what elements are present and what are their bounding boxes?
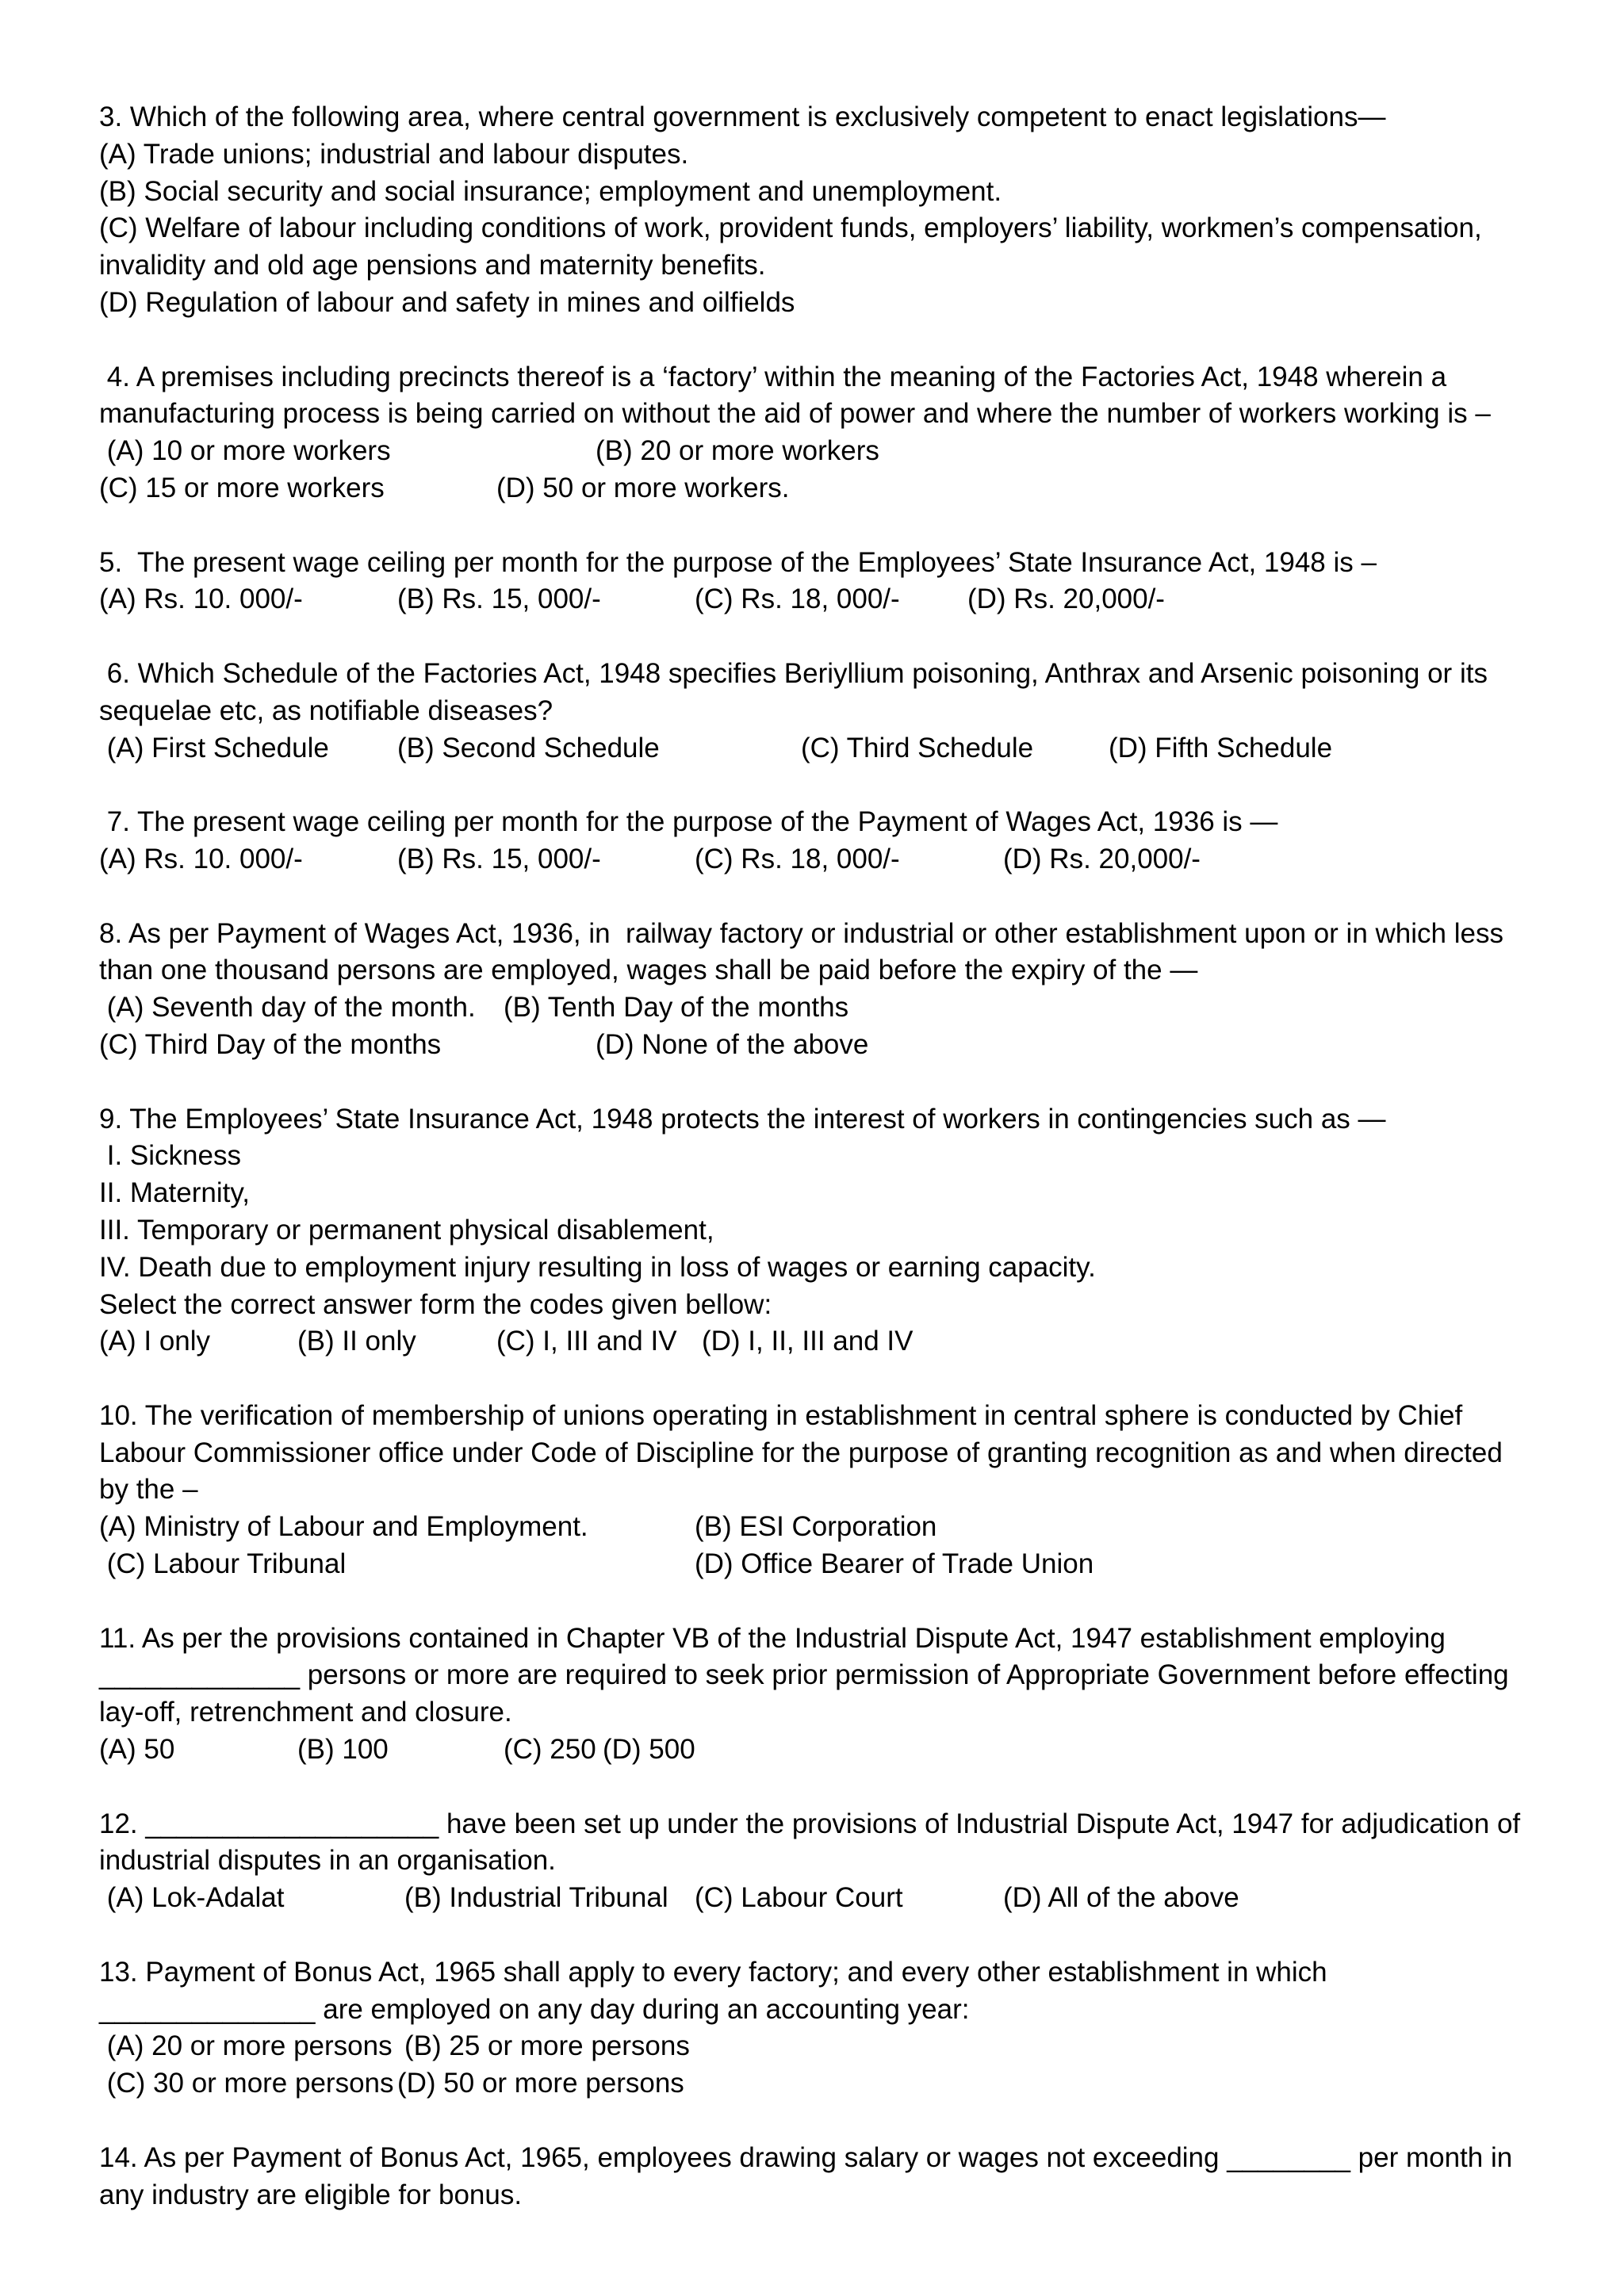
option-a: (A) Ministry of Labour and Employment. xyxy=(99,1511,588,1543)
question-10 xyxy=(99,1398,1542,1583)
option-d: (D) 50 or more persons xyxy=(397,2068,684,2099)
question-11 xyxy=(99,1621,1542,1769)
question-text: _____________ persons or more are required to seek prior permission of Appropriate Government before effecting xyxy=(99,1659,1509,1691)
option-line: (C) Welfare of labour including conditions of work, provident funds, employers’ liability, workmen’s compensation, xyxy=(99,212,1482,244)
option-line: (B) Social security and social insurance; employment and unemployment. xyxy=(99,175,1002,207)
options-row xyxy=(99,433,1542,470)
question-4 xyxy=(99,359,1542,507)
option-b: (B) 100 xyxy=(297,1734,389,1766)
statement-line: II. Maternity, xyxy=(99,1177,250,1209)
question-text: 12. ___________________ have been set up under the provisions of Industrial Dispute Act, 1947 for adjudication of xyxy=(99,1808,1521,1839)
options-row xyxy=(99,1323,1542,1360)
options-row xyxy=(99,1027,1542,1064)
options-row xyxy=(99,581,1542,618)
option-a: (A) 20 or more persons xyxy=(99,2030,393,2062)
option-c: (C) Rs. 18, 000/- xyxy=(695,843,900,874)
question-text: any industry are eligible for bonus. xyxy=(99,2179,523,2210)
option-b: (B) Tenth Day of the months xyxy=(504,992,849,1024)
options-row xyxy=(99,1509,1542,1546)
question-text: ______________ are employed on any day during an accounting year: xyxy=(99,1993,970,2025)
option-c: (C) I, III and IV xyxy=(496,1326,677,1357)
option-d: (D) None of the above xyxy=(596,1028,869,1060)
option-d: (D) Office Bearer of Trade Union xyxy=(695,1548,1094,1580)
options-row xyxy=(99,470,1542,507)
question-12 xyxy=(99,1806,1542,1917)
option-b: (B) II only xyxy=(297,1326,416,1357)
option-line: invalidity and old age pensions and maternity benefits. xyxy=(99,250,766,281)
option-b: (B) 25 or more persons xyxy=(404,2030,690,2062)
question-text: 4. A premises including precincts thereof is a ‘factory’ within the meaning of the Factories Act, 1948 wherein a xyxy=(99,361,1447,392)
question-text: 11. As per the provisions contained in Chapter VB of the Industrial Dispute Act, 1947 establishment employing xyxy=(99,1622,1446,1654)
option-d: (D) Rs. 20,000/- xyxy=(967,584,1165,615)
question-text: Select the correct answer form the codes given bellow: xyxy=(99,1288,772,1320)
question-text: than one thousand persons are employed, wages shall be paid before the expiry of the — xyxy=(99,955,1198,986)
question-14 xyxy=(99,2140,1542,2214)
option-d: (D) Rs. 20,000/- xyxy=(1003,843,1201,874)
question-9 xyxy=(99,1101,1542,1361)
options-row xyxy=(99,841,1542,878)
option-d: (D) Fifth Schedule xyxy=(1109,732,1333,763)
question-text: 8. As per Payment of Wages Act, 1936, in railway factory or industrial or other establishment upon or in which less xyxy=(99,917,1503,949)
question-text: lay-off, retrenchment and closure. xyxy=(99,1697,512,1728)
options-row xyxy=(99,1880,1542,1917)
option-c: (C) Rs. 18, 000/- xyxy=(695,584,900,615)
option-d: (D) I, II, III and IV xyxy=(702,1326,914,1357)
option-a: (A) Seventh day of the month. xyxy=(99,992,476,1024)
statement-line: III. Temporary or permanent physical disablement, xyxy=(99,1214,714,1246)
option-c: (C) Third Schedule xyxy=(801,732,1034,763)
option-b: (B) Industrial Tribunal xyxy=(404,1882,668,1914)
option-c: (C) Labour Court xyxy=(695,1882,903,1914)
option-a: (A) First Schedule xyxy=(99,732,329,763)
question-text: 5. The present wage ceiling per month for the purpose of the Employees’ State Insurance Act, 1948 is – xyxy=(99,546,1377,578)
question-6 xyxy=(99,656,1542,767)
option-d: (D) All of the above xyxy=(1003,1882,1239,1914)
options-row xyxy=(99,1546,1542,1583)
question-3 xyxy=(99,99,1542,322)
option-a: (A) Rs. 10. 000/- xyxy=(99,584,303,615)
question-text: 6. Which Schedule of the Factories Act, 1948 specifies Beriyllium poisoning, Anthrax and Arsenic poisoning or its xyxy=(99,657,1488,689)
option-c: (C) Third Day of the months xyxy=(99,1028,442,1060)
statement-line: I. Sickness xyxy=(99,1140,241,1172)
question-13 xyxy=(99,1954,1542,2103)
question-text: sequelae etc, as notifiable diseases? xyxy=(99,695,553,726)
option-d: (D) 500 xyxy=(603,1734,695,1766)
options-row xyxy=(99,2065,1542,2103)
question-text: Labour Commissioner office under Code of Discipline for the purpose of granting recognition as and when directed xyxy=(99,1437,1503,1468)
option-c: (C) 30 or more persons xyxy=(99,2068,394,2099)
question-7 xyxy=(99,804,1542,878)
question-5 xyxy=(99,545,1542,619)
option-a: (A) Lok-Adalat xyxy=(99,1882,285,1914)
option-b: (B) Rs. 15, 000/- xyxy=(397,584,601,615)
question-paper xyxy=(99,99,1542,2214)
question-text: 13. Payment of Bonus Act, 1965 shall apply to every factory; and every other establishment in which xyxy=(99,1956,1327,1988)
option-c: (C) Labour Tribunal xyxy=(99,1548,347,1580)
question-text: by the – xyxy=(99,1474,198,1506)
option-b: (B) 20 or more workers xyxy=(596,435,879,467)
option-a: (A) I only xyxy=(99,1326,211,1357)
option-b: (B) Second Schedule xyxy=(397,732,660,763)
option-b: (B) Rs. 15, 000/- xyxy=(397,843,601,874)
option-c: (C) 250 xyxy=(504,1734,596,1766)
options-row xyxy=(99,989,1542,1027)
question-text: manufacturing process is being carried on without the aid of power and where the number of workers working is – xyxy=(99,398,1491,430)
option-a: (A) 10 or more workers xyxy=(99,435,391,467)
option-line: (A) Trade unions; industrial and labour disputes. xyxy=(99,138,689,170)
option-d: (D) 50 or more workers. xyxy=(496,472,790,503)
option-line: (D) Regulation of labour and safety in mines and oilfields xyxy=(99,286,795,318)
option-a: (A) 50 xyxy=(99,1734,175,1766)
question-text: 10. The verification of membership of unions operating in establishment in central sphere is conducted by Chief xyxy=(99,1399,1463,1431)
option-c: (C) 15 or more workers xyxy=(99,472,385,503)
question-8 xyxy=(99,916,1542,1064)
question-text: 7. The present wage ceiling per month for the purpose of the Payment of Wages Act, 1936 is — xyxy=(99,806,1278,838)
question-text: industrial disputes in an organisation. xyxy=(99,1845,556,1877)
statement-line: IV. Death due to employment injury resulting in loss of wages or earning capacity. xyxy=(99,1251,1096,1283)
option-a: (A) Rs. 10. 000/- xyxy=(99,843,303,874)
question-text: 3. Which of the following area, where central government is exclusively competent to enact legislations— xyxy=(99,101,1386,132)
options-row xyxy=(99,730,1542,767)
options-row xyxy=(99,1732,1542,1769)
option-b: (B) ESI Corporation xyxy=(695,1511,937,1543)
question-text: 9. The Employees’ State Insurance Act, 1948 protects the interest of workers in contingencies such as — xyxy=(99,1103,1386,1135)
options-row xyxy=(99,2028,1542,2065)
question-text: 14. As per Payment of Bonus Act, 1965, employees drawing salary or wages not exceeding ________ per month in xyxy=(99,2141,1513,2173)
